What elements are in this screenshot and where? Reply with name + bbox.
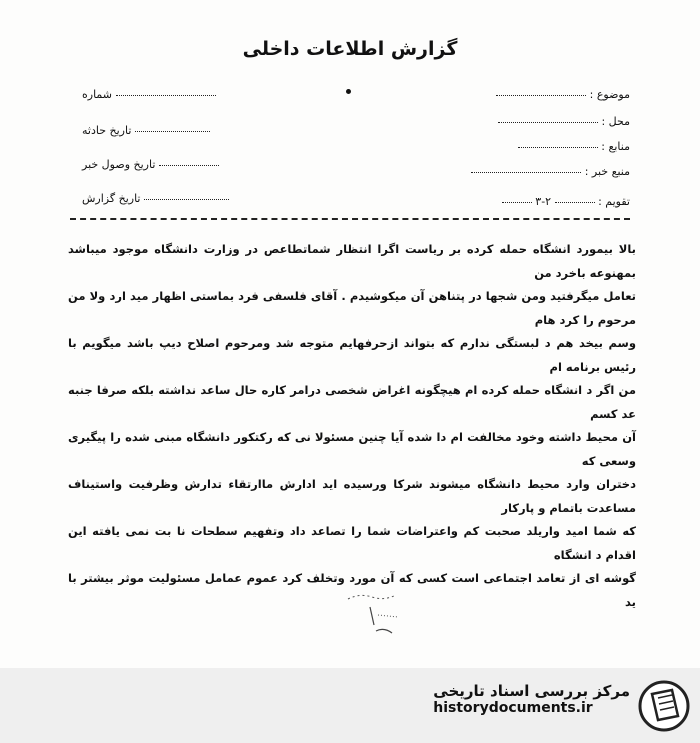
field-dots bbox=[471, 171, 581, 173]
field-dots bbox=[498, 121, 598, 123]
header-field-received-date bbox=[82, 158, 219, 171]
field-label: تاریخ وصول خبر bbox=[82, 158, 156, 171]
field-label: منبع خبر bbox=[591, 165, 630, 178]
field-label: شماره bbox=[82, 88, 113, 101]
ink-dot bbox=[346, 89, 351, 94]
signature-mark bbox=[340, 585, 410, 640]
field-label: منابع bbox=[608, 140, 630, 153]
field-dots bbox=[144, 198, 229, 200]
field-label: محل bbox=[608, 115, 630, 128]
body-line: من اگر د انشگاه حمله کرده ام هیچگونه اغراض شخصی درامر کاره حال ساعد نداشته بلکه صرفا جنبه عد کسم bbox=[68, 383, 636, 421]
header-field-number bbox=[82, 88, 216, 101]
header-field-calendar: تقویم : ۲-۳ bbox=[502, 195, 630, 208]
field-dots bbox=[518, 146, 598, 148]
body-line: تعامل میگرفتید ومن شجها در پتناهن آن میکوشیدم . آقای فلسفی فرد بماستی اظهار مید ارد ولا من مرحوم را کرد هام bbox=[68, 289, 636, 327]
field-dots bbox=[116, 94, 216, 96]
header-divider bbox=[70, 218, 630, 220]
document-title: گزارش اطلاعات داخلی bbox=[242, 38, 458, 60]
field-dots bbox=[159, 164, 219, 166]
header-field-location: محل : bbox=[498, 115, 630, 128]
body-line: بالا بیمورد انشگاه حمله کرده بر ریاست اگرا انتظار شماتطاعص در وزارت دانشگاه موجود میباشد بمهنوعه باخرد من bbox=[68, 242, 636, 280]
report-body bbox=[68, 238, 636, 614]
archive-url[interactable]: historydocuments.ir bbox=[433, 700, 593, 716]
body-line: وسم بیخد هم د لبستگی ندارم که بتواند ازحرفهایم متوجه شد ومرحوم اصلاح دیپ باشد میگویم با رئیس برنامه ام bbox=[68, 336, 636, 374]
field-label: تاریخ گزارش bbox=[82, 192, 141, 205]
body-line: گوشه ای از تعامد اجتماعی است کسی که آن مورد وتخلف کرد عموم عمامل مسئولیت موثر بیشتر با ید bbox=[68, 571, 636, 609]
field-value: ۲-۳ bbox=[535, 195, 552, 208]
header-field-subject: موضوع : bbox=[496, 88, 630, 101]
body-line: آن محیط داشته وخود مخالفت ام دا شده آیا چنین مسئولا نی که رکتکور دانشگاه مبنی شده را پیگیری وسعی که bbox=[68, 430, 636, 468]
body-line: که شما امید واریلد صحبت کم واعتراضات شما را تصاعد داد وتفهیم سطحات نا بت نمی یافته این اقدام د انشگاه bbox=[68, 524, 636, 562]
field-label: تاریخ حادثه bbox=[82, 124, 132, 137]
header-field-sources: منابع : bbox=[518, 140, 630, 153]
field-dots bbox=[135, 130, 210, 132]
field-dots bbox=[555, 201, 595, 203]
body-line: دختران وارد محیط دانشگاه میشوند شرکا ورسیده اید ادارش ماارتقاء تدارش وظرفیت واستیناف مساعدت باتمام و پارکار bbox=[68, 477, 636, 515]
archive-footer-text bbox=[433, 682, 630, 716]
field-dots bbox=[502, 201, 532, 203]
field-label: تقویم bbox=[605, 195, 630, 208]
archive-name: مرکز بررسی اسناد تاریخی bbox=[433, 682, 630, 700]
header-field-report-date bbox=[82, 192, 229, 205]
field-label: موضوع bbox=[596, 88, 630, 101]
header-field-incident-date bbox=[82, 124, 210, 137]
field-dots bbox=[496, 94, 586, 96]
archive-logo-icon bbox=[638, 680, 690, 732]
header-field-news-source: منبع خبر : bbox=[471, 165, 630, 178]
